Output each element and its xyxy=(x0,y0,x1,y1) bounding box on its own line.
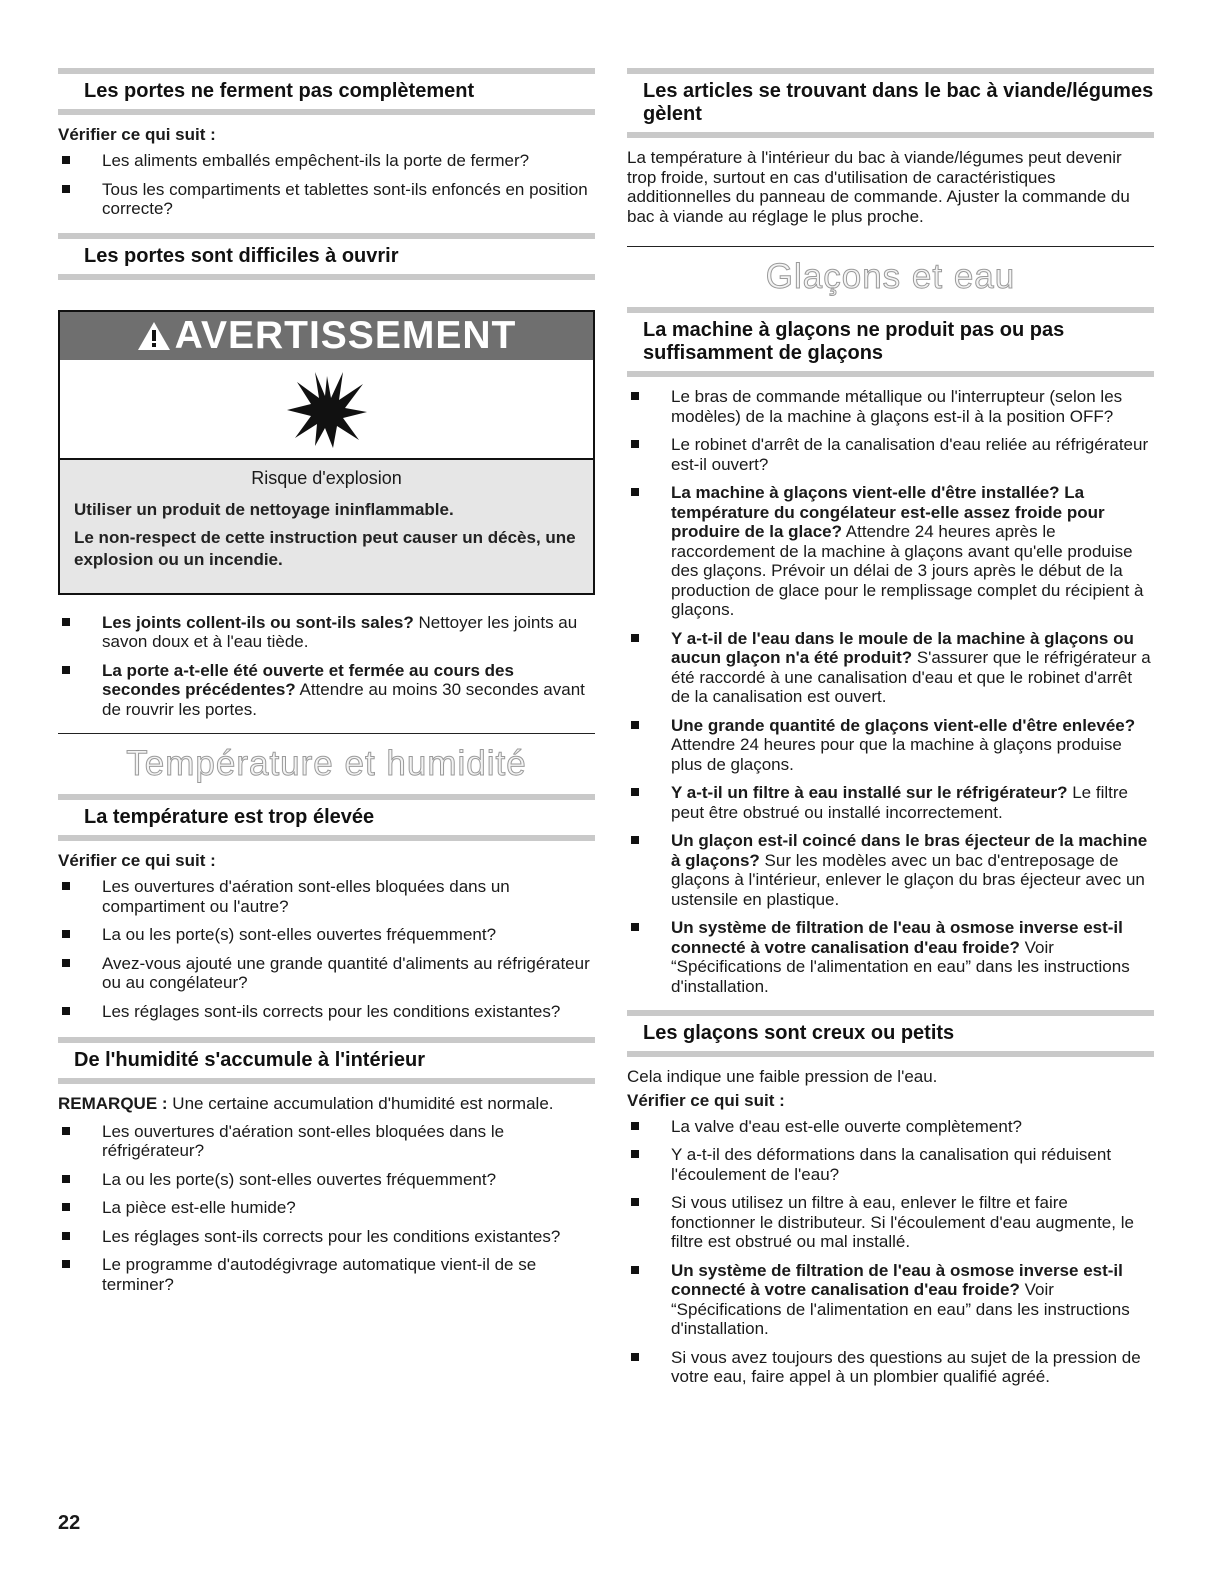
item-text: Attendre 24 heures pour que la machine à glaçons produise plus de glaçons. xyxy=(671,735,1122,774)
item-text: Le bras de commande métallique ou l'interrupteur (selon les modèles) de la machine à glaçons est-il à la position OFF? xyxy=(671,387,1123,426)
item-bold: Les joints collent-ils ou sont-ils sales? xyxy=(102,612,414,632)
item-text: Voir “Spécifications de l'alimentation en eau” dans les instructions d'installation. xyxy=(671,1280,1130,1338)
warning-triangle-icon xyxy=(137,320,171,352)
warning-box xyxy=(58,310,595,595)
item-text: Nettoyer les joints au savon doux et à l'eau tiède. xyxy=(102,612,578,651)
heading-crisper-freezing: Les articles se trouvant dans le bac à viande/légumes gèlent xyxy=(627,68,1154,138)
heading-ice-maker-not-producing: La machine à glaçons ne produit pas ou pas suffisamment de glaçons xyxy=(627,307,1154,377)
list-item: Tous les compartiments et tablettes sont-ils enfoncés en position correcte? xyxy=(58,180,595,219)
list-item: Avez-vous ajouté une grande quantité d'aliments au réfrigérateur ou au congélateur? xyxy=(58,954,595,993)
note-text: Une certaine accumulation d'humidité est normale. xyxy=(167,1094,554,1113)
heading-doors-hard-to-open: Les portes sont difficiles à ouvrir xyxy=(58,233,595,280)
list-item xyxy=(627,1261,1154,1339)
page-number: 22 xyxy=(58,1512,81,1534)
item-text: Attendre au moins 30 secondes avant de rouvrir les portes. xyxy=(102,680,585,719)
list-item: Les réglages sont-ils corrects pour les conditions existantes? xyxy=(58,1002,595,1022)
item-bold: La porte a-t-elle été ouverte et fermée au cours des secondes précédentes? xyxy=(102,660,514,699)
list-item: Les ouvertures d'aération sont-elles bloquées dans le réfrigérateur? xyxy=(58,1122,595,1161)
warning-line-1: Utiliser un produit de nettoyage ininflammable. xyxy=(74,499,454,519)
check-lead: Vérifier ce qui suit : xyxy=(627,1090,785,1110)
item-text: Y a-t-il des déformations dans la canalisation qui réduisent l'écoulement de l'eau? xyxy=(671,1145,1112,1184)
heading-ice-hollow-small: Les glaçons sont creux ou petits xyxy=(627,1010,1154,1057)
temperature-list xyxy=(58,877,595,1021)
item-bold: Un glaçon est-il coincé dans le bras éjecteur de la machine à glaçons? xyxy=(671,831,1148,870)
ice-maker-list xyxy=(627,387,1154,996)
section-title-ice-water: Glaçons et eau xyxy=(627,246,1154,307)
item-text: Si vous avez toujours des questions au sujet de la pression de votre eau, faire appel à un plombier qualifié agréé. xyxy=(671,1347,1141,1386)
list-item: La pièce est-elle humide? xyxy=(58,1198,595,1218)
list-item xyxy=(627,1348,1154,1387)
item-text: Voir “Spécifications de l'alimentation en eau” dans les instructions d'installation. xyxy=(671,937,1130,996)
section-title-temperature: Température et humidité xyxy=(58,733,595,794)
warning-line-2: Le non-respect de cette instruction peut causer un décès, une explosion ou un incendie. xyxy=(74,527,576,569)
heading-doors-not-closing: Les portes ne ferment pas complètement xyxy=(58,68,595,115)
item-text: Si vous utilisez un filtre à eau, enlever le filtre et faire fonctionner le distributeur. Si l'écoulement d'eau augmente, le filtre est obstrué ou mal installé. xyxy=(671,1193,1134,1251)
item-bold: Un système de filtration de l'eau à osmose inverse est-il connecté à votre canalisation d'eau froide? xyxy=(671,1260,1123,1299)
item-bold: Une grande quantité de glaçons vient-elle d'être enlevée? xyxy=(671,715,1136,735)
ice-hollow-list xyxy=(627,1117,1154,1387)
humidity-note xyxy=(58,1094,595,1114)
item-bold: Y a-t-il un filtre à eau installé sur le réfrigérateur? xyxy=(671,783,1068,802)
item-text: Le filtre peut être obstrué ou installé incorrectement. xyxy=(671,783,1128,822)
list-item xyxy=(627,1193,1154,1252)
humidity-list xyxy=(58,1122,595,1295)
list-item: Les ouvertures d'aération sont-elles bloquées dans un compartiment ou l'autre? xyxy=(58,877,595,916)
list-item xyxy=(627,1117,1154,1137)
list-item: Les aliments emballés empêchent-ils la porte de fermer? xyxy=(58,151,595,171)
list-item xyxy=(627,783,1154,822)
item-bold: Y a-t-il de l'eau dans le moule de la machine à glaçons ou aucun glaçon n'a été produit? xyxy=(671,628,1134,667)
check-lead: Vérifier ce qui suit : xyxy=(58,125,216,144)
note-label: REMARQUE : xyxy=(58,1094,168,1113)
warning-body xyxy=(60,460,593,593)
list-item xyxy=(58,661,595,720)
list-item: Les réglages sont-ils corrects pour les conditions existantes? xyxy=(58,1227,595,1247)
heading-temperature-too-high: La température est trop élevée xyxy=(58,794,595,841)
list-item: Le programme d'autodégivrage automatique vient-il de se terminer? xyxy=(58,1255,595,1294)
left-column xyxy=(58,68,595,1303)
item-text: Attendre 24 heures après le raccordement de la machine à glaçons avant qu'elle produise des glaçons. Prévoir un délai de 3 jours après le début de la production de glace pour le remplissage complet du récipient à glaçons. xyxy=(671,522,1144,619)
ice-hollow-text: Cela indique une faible pression de l'eau. xyxy=(627,1067,938,1086)
warning-title: Risque d'explosion xyxy=(251,467,402,488)
item-bold: Un système de filtration de l'eau à osmose inverse est-il connecté à votre canalisation d'eau froide? xyxy=(671,918,1123,957)
warning-header xyxy=(60,312,593,360)
heading-humidity: De l'humidité s'accumule à l'intérieur xyxy=(58,1037,595,1084)
list-item xyxy=(627,716,1154,775)
list-item xyxy=(627,831,1154,909)
list-item xyxy=(627,629,1154,707)
item-text: Le robinet d'arrêt de la canalisation d'eau reliée au réfrigérateur est-il ouvert? xyxy=(671,435,1149,474)
check-lead: Vérifier ce qui suit : xyxy=(58,851,216,870)
item-text: S'assurer que le réfrigérateur a été raccordé à une canalisation d'eau et que le robinet d'arrêt de la canalisation est ouvert. xyxy=(671,648,1151,706)
list-item xyxy=(627,483,1154,620)
doors-hard-to-open-list xyxy=(58,613,595,720)
item-bold: La machine à glaçons vient-elle d'être installée? La température du congélateur est-elle assez froide pour produire de la glace? xyxy=(671,483,1105,541)
doors-not-closing-list xyxy=(58,151,595,219)
explosion-icon xyxy=(60,360,593,460)
list-item xyxy=(627,918,1154,996)
right-column xyxy=(627,68,1154,1396)
crisper-text: La température à l'intérieur du bac à viande/légumes peut devenir trop froide, surtout en cas d'utilisation de caractéristiques additionnelles du panneau de commande. Ajuster la commande du bac à viande au réglage le plus proche. xyxy=(627,148,1130,226)
list-item xyxy=(627,387,1154,426)
list-item: La ou les porte(s) sont-elles ouvertes fréquemment? xyxy=(58,925,595,945)
list-item xyxy=(58,613,595,652)
warning-header-text: AVERTISSEMENT xyxy=(174,313,517,357)
item-text: Sur les modèles avec un bac d'entreposage de glaçons à l'intérieur, enlever le glaçon du bras éjecteur avec un ustensile en plastique. xyxy=(671,850,1145,909)
list-item xyxy=(627,435,1154,474)
list-item xyxy=(627,1145,1154,1184)
list-item: La ou les porte(s) sont-elles ouvertes fréquemment? xyxy=(58,1170,595,1190)
item-text: La valve d'eau est-elle ouverte complètement? xyxy=(671,1116,1023,1136)
